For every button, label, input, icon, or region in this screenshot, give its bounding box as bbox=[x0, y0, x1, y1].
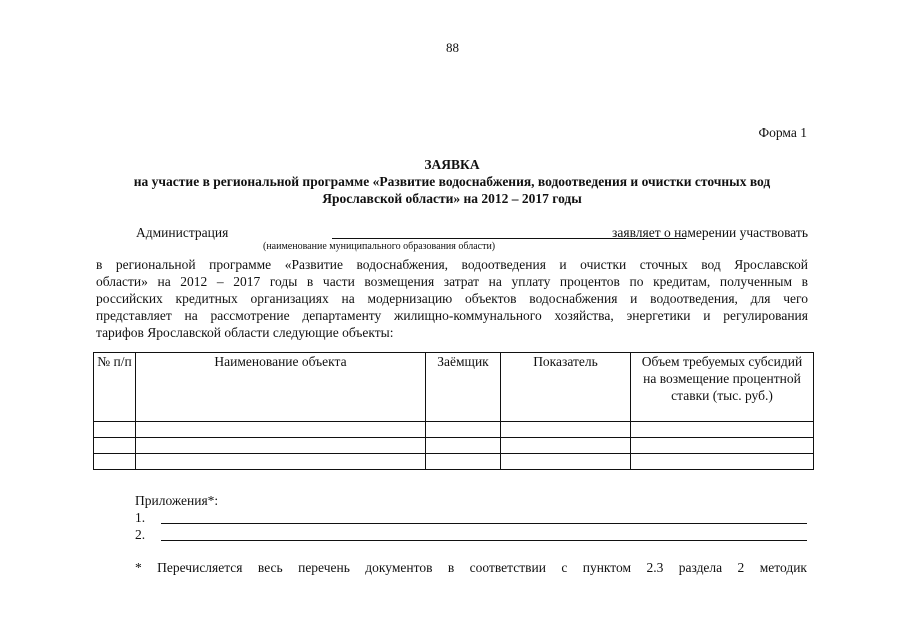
table-cell[interactable] bbox=[136, 422, 426, 438]
column-header-subsidy-amount: Объем требуемых субсидий на возмещение процентной ставки (тыс. руб.) bbox=[631, 353, 814, 422]
declaration-text: заявляет о намерении участвовать bbox=[612, 225, 808, 240]
title-heading: ЗАЯВКА bbox=[424, 157, 480, 172]
footnote: * Перечисляется весь перечень документов в соответствии с пунктом 2.3 раздела 2 методик bbox=[135, 560, 807, 575]
appendix-label: Приложения*: bbox=[135, 493, 219, 508]
table-cell[interactable] bbox=[631, 454, 814, 470]
objects-table bbox=[93, 352, 814, 470]
title-subtitle-line-1: на участие в региональной программе «Развитие водоснабжения, водоотведения и очистки сточных вод bbox=[133, 174, 771, 189]
column-header-number: № п/п bbox=[94, 353, 136, 422]
administration-label: Администрация bbox=[136, 225, 229, 240]
document-title bbox=[96, 156, 808, 207]
table-cell[interactable] bbox=[631, 422, 814, 438]
title-subtitle-line-2: Ярославской области» на 2012 – 2017 годы bbox=[322, 191, 582, 206]
table-cell[interactable] bbox=[501, 438, 631, 454]
paragraph-line: тарифов Ярославской области следующие объекты: bbox=[96, 325, 394, 340]
administration-line bbox=[96, 224, 808, 241]
application-paragraph bbox=[96, 256, 808, 341]
table-cell[interactable] bbox=[136, 454, 426, 470]
appendix-item bbox=[135, 526, 807, 543]
table-cell[interactable] bbox=[94, 438, 136, 454]
column-header-object-name: Наименование объекта bbox=[136, 353, 426, 422]
table-cell[interactable] bbox=[426, 438, 501, 454]
table-cell[interactable] bbox=[631, 438, 814, 454]
table-row bbox=[94, 454, 814, 470]
column-header-borrower: Заёмщик bbox=[426, 353, 501, 422]
table-cell[interactable] bbox=[501, 454, 631, 470]
paragraph-line: в региональной программе «Развитие водоснабжения, водоотведения и очистки сточных вод Ярославской bbox=[96, 257, 808, 272]
table-cell[interactable] bbox=[94, 454, 136, 470]
table-cell[interactable] bbox=[426, 454, 501, 470]
page-number: 88 bbox=[446, 40, 459, 55]
table-row bbox=[94, 438, 814, 454]
paragraph-line: российских кредитных организациях на модернизацию объектов водоснабжения и водоотведения, для чего bbox=[96, 291, 808, 306]
table-cell[interactable] bbox=[501, 422, 631, 438]
appendix-item-blank[interactable] bbox=[161, 540, 807, 541]
municipality-caption: (наименование муниципального образования области) bbox=[263, 241, 496, 252]
appendix-item-number: 2. bbox=[135, 527, 146, 542]
column-header-indicator: Показатель bbox=[501, 353, 631, 422]
appendix-section bbox=[135, 492, 807, 543]
appendix-item bbox=[135, 509, 807, 526]
table-row bbox=[94, 422, 814, 438]
table-cell[interactable] bbox=[136, 438, 426, 454]
form-label: Форма 1 bbox=[758, 125, 807, 140]
table-header-row bbox=[94, 353, 814, 422]
table-cell[interactable] bbox=[94, 422, 136, 438]
appendix-item-blank[interactable] bbox=[161, 523, 807, 524]
paragraph-line: представляет на рассмотрение департаменту жилищно-коммунального хозяйства, энергетики и регулирования bbox=[96, 308, 808, 323]
appendix-item-number: 1. bbox=[135, 510, 146, 525]
paragraph-line: области» на 2012 – 2017 годы в части возмещения затрат на уплату процентов по кредитам, полученным в bbox=[96, 274, 808, 289]
table-cell[interactable] bbox=[426, 422, 501, 438]
